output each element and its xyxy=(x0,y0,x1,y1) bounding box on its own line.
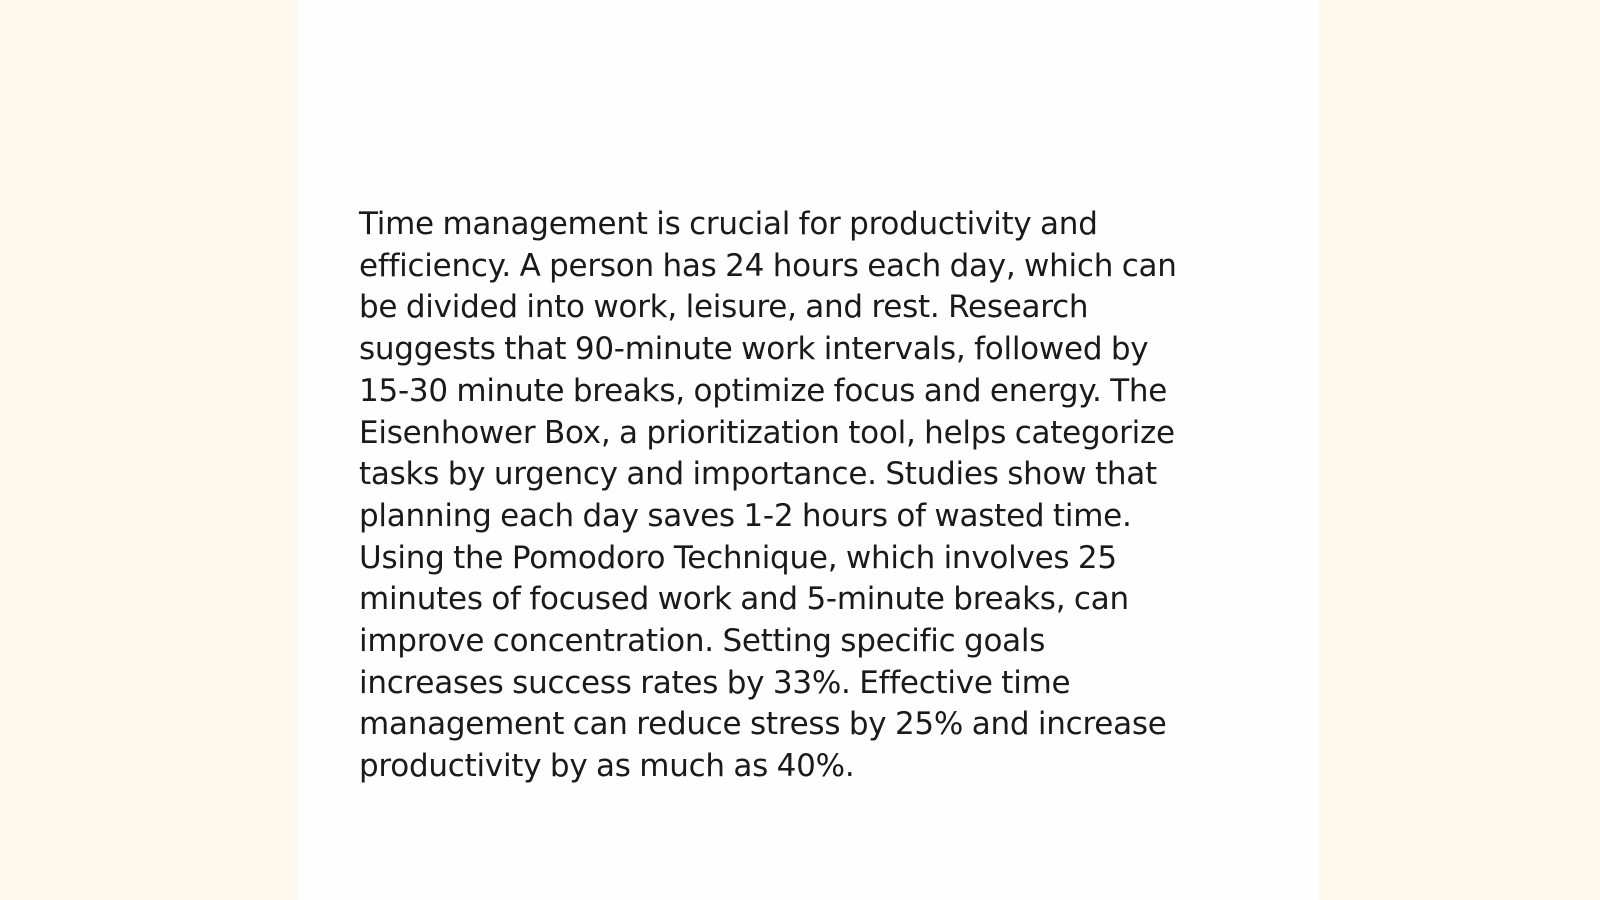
paragraph-line: be divided into work, leisure, and rest. Research xyxy=(359,289,1089,326)
paragraph-line: improve concentration. Setting specific goals xyxy=(359,623,1046,660)
paragraph-line: tasks by urgency and importance. Studies show that xyxy=(359,456,1157,493)
paragraph-line: 15-30 minute breaks, optimize focus and energy. The xyxy=(359,372,1168,409)
paragraph-line: Using the Pomodoro Technique, which involves 25 xyxy=(359,539,1117,576)
paragraph-line: increases success rates by 33%. Effective time xyxy=(359,664,1071,701)
paragraph-line: productivity by as much as 40%. xyxy=(359,748,855,785)
paragraph-line: planning each day saves 1-2 hours of wasted time. xyxy=(359,497,1132,534)
paragraph-line: Eisenhower Box, a prioritization tool, helps categorize xyxy=(359,414,1175,451)
paragraph-line: suggests that 90-minute work intervals, followed by xyxy=(359,331,1149,368)
paragraph-line: management can reduce stress by 25% and increase xyxy=(359,706,1167,743)
body-paragraph xyxy=(359,204,1259,788)
paragraph-line: Time management is crucial for productivity and xyxy=(359,206,1098,242)
paragraph-line: efficiency. A person has 24 hours each day, which can xyxy=(359,247,1177,284)
paragraph-line: minutes of focused work and 5-minute breaks, can xyxy=(359,581,1129,618)
document-page xyxy=(297,0,1319,900)
